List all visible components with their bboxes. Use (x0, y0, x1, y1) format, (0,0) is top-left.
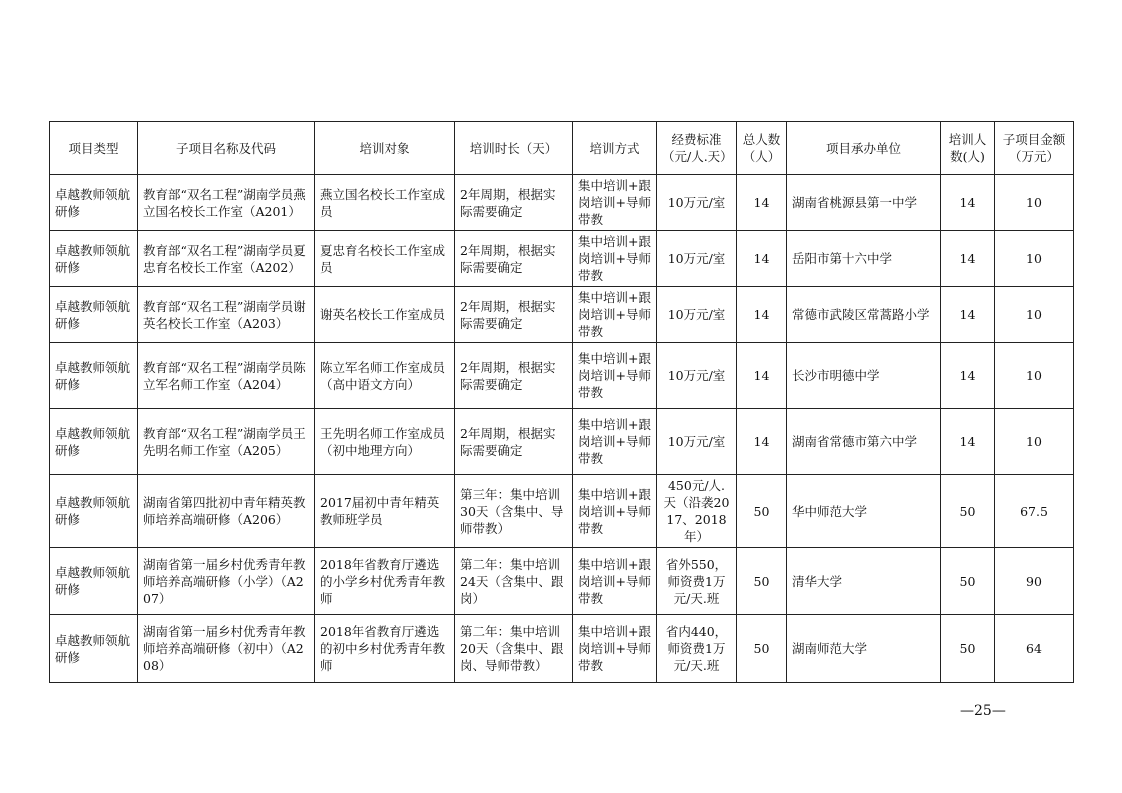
cell-cost-standard: 省外550，师资费1万元/天.班 (657, 548, 737, 615)
cell-trainees: 夏忠育名校长工作室成员 (315, 231, 455, 287)
header-project-type: 项目类型 (50, 122, 138, 175)
cell-trainee-count: 14 (941, 231, 995, 287)
header-subproject-name: 子项目名称及代码 (138, 122, 315, 175)
cell-amount: 10 (995, 175, 1074, 231)
header-total-people: 总人数（人） (737, 122, 787, 175)
cell-cost-standard: 省内440，师资费1万元/天.班 (657, 615, 737, 683)
cell-project-type: 卓越教师领航研修 (50, 409, 138, 475)
training-project-table (49, 121, 1074, 683)
cell-project-type: 卓越教师领航研修 (50, 175, 138, 231)
cell-total-people: 14 (737, 343, 787, 409)
cell-duration: 2年周期，根据实际需要确定 (455, 409, 573, 475)
cell-method: 集中培训+跟岗培训+导师带教 (573, 175, 657, 231)
cell-cost-standard: 10万元/室 (657, 231, 737, 287)
cell-subproject-name: 教育部“双名工程”湖南学员谢英名校长工作室（A203） (138, 287, 315, 343)
cell-host-unit: 湖南师范大学 (787, 615, 941, 683)
cell-cost-standard: 450元/人.天（沿袭2017、2018年） (657, 475, 737, 548)
cell-method: 集中培训+跟岗培训+导师带教 (573, 409, 657, 475)
cell-total-people: 14 (737, 287, 787, 343)
table-row (50, 409, 1074, 475)
cell-host-unit: 湖南省常德市第六中学 (787, 409, 941, 475)
cell-method: 集中培训+跟岗培训+导师带教 (573, 475, 657, 548)
cell-total-people: 50 (737, 615, 787, 683)
table-row (50, 343, 1074, 409)
cell-amount: 10 (995, 343, 1074, 409)
cell-method: 集中培训+跟岗培训+导师带教 (573, 231, 657, 287)
page-number: —25— (960, 703, 1006, 719)
header-trainees: 培训对象 (315, 122, 455, 175)
cell-amount: 90 (995, 548, 1074, 615)
cell-amount: 67.5 (995, 475, 1074, 548)
header-host-unit: 项目承办单位 (787, 122, 941, 175)
cell-project-type: 卓越教师领航研修 (50, 475, 138, 548)
table-row (50, 615, 1074, 683)
cell-method: 集中培训+跟岗培训+导师带教 (573, 548, 657, 615)
cell-trainees: 2018年省教育厅遴选的初中乡村优秀青年教师 (315, 615, 455, 683)
cell-duration: 2年周期，根据实际需要确定 (455, 231, 573, 287)
cell-project-type: 卓越教师领航研修 (50, 548, 138, 615)
cell-trainee-count: 50 (941, 475, 995, 548)
header-duration: 培训时长（天） (455, 122, 573, 175)
cell-trainees: 2018年省教育厅遴选的小学乡村优秀青年教师 (315, 548, 455, 615)
table-row (50, 175, 1074, 231)
cell-subproject-name: 教育部“双名工程”湖南学员王先明名师工作室（A205） (138, 409, 315, 475)
cell-trainees: 2017届初中青年精英教师班学员 (315, 475, 455, 548)
table-row (50, 287, 1074, 343)
cell-host-unit: 常德市武陵区常蒿路小学 (787, 287, 941, 343)
cell-cost-standard: 10万元/室 (657, 409, 737, 475)
table-row (50, 548, 1074, 615)
header-amount: 子项目金额（万元） (995, 122, 1074, 175)
cell-method: 集中培训+跟岗培训+导师带教 (573, 615, 657, 683)
cell-amount: 10 (995, 409, 1074, 475)
cell-amount: 64 (995, 615, 1074, 683)
cell-project-type: 卓越教师领航研修 (50, 231, 138, 287)
cell-amount: 10 (995, 231, 1074, 287)
cell-total-people: 14 (737, 409, 787, 475)
cell-total-people: 14 (737, 175, 787, 231)
header-cost-standard: 经费标准（元/人.天） (657, 122, 737, 175)
cell-trainees: 陈立军名师工作室成员（高中语文方向） (315, 343, 455, 409)
header-method: 培训方式 (573, 122, 657, 175)
cell-duration: 2年周期，根据实际需要确定 (455, 175, 573, 231)
cell-duration: 第三年：集中培训30天（含集中、导师带教） (455, 475, 573, 548)
cell-trainees: 王先明名师工作室成员（初中地理方向） (315, 409, 455, 475)
cell-duration: 2年周期，根据实际需要确定 (455, 343, 573, 409)
cell-subproject-name: 湖南省第四批初中青年精英教师培养高端研修（A206） (138, 475, 315, 548)
cell-trainee-count: 14 (941, 287, 995, 343)
cell-cost-standard: 10万元/室 (657, 343, 737, 409)
cell-project-type: 卓越教师领航研修 (50, 615, 138, 683)
cell-amount: 10 (995, 287, 1074, 343)
cell-subproject-name: 教育部“双名工程”湖南学员燕立国名校长工作室（A201） (138, 175, 315, 231)
table-header-row (50, 122, 1074, 175)
cell-host-unit: 华中师范大学 (787, 475, 941, 548)
cell-trainees: 谢英名校长工作室成员 (315, 287, 455, 343)
cell-cost-standard: 10万元/室 (657, 175, 737, 231)
table-row (50, 475, 1074, 548)
cell-total-people: 50 (737, 475, 787, 548)
cell-host-unit: 清华大学 (787, 548, 941, 615)
cell-trainee-count: 14 (941, 175, 995, 231)
cell-trainee-count: 14 (941, 409, 995, 475)
cell-subproject-name: 湖南省第一届乡村优秀青年教师培养高端研修（初中）（A208） (138, 615, 315, 683)
cell-trainee-count: 50 (941, 548, 995, 615)
cell-duration: 2年周期，根据实际需要确定 (455, 287, 573, 343)
cell-host-unit: 湖南省桃源县第一中学 (787, 175, 941, 231)
cell-trainee-count: 50 (941, 615, 995, 683)
cell-host-unit: 长沙市明德中学 (787, 343, 941, 409)
cell-host-unit: 岳阳市第十六中学 (787, 231, 941, 287)
cell-total-people: 14 (737, 231, 787, 287)
cell-project-type: 卓越教师领航研修 (50, 343, 138, 409)
cell-project-type: 卓越教师领航研修 (50, 287, 138, 343)
cell-duration: 第二年：集中培训24天（含集中、跟岗） (455, 548, 573, 615)
cell-trainees: 燕立国名校长工作室成员 (315, 175, 455, 231)
cell-total-people: 50 (737, 548, 787, 615)
header-trainee-count: 培训人数(人) (941, 122, 995, 175)
cell-method: 集中培训+跟岗培训+导师带教 (573, 343, 657, 409)
cell-duration: 第二年：集中培训20天（含集中、跟岗、导师带教） (455, 615, 573, 683)
cell-cost-standard: 10万元/室 (657, 287, 737, 343)
cell-trainee-count: 14 (941, 343, 995, 409)
cell-method: 集中培训+跟岗培训+导师带教 (573, 287, 657, 343)
cell-subproject-name: 教育部“双名工程”湖南学员陈立军名师工作室（A204） (138, 343, 315, 409)
table-row (50, 231, 1074, 287)
cell-subproject-name: 湖南省第一届乡村优秀青年教师培养高端研修（小学）（A207） (138, 548, 315, 615)
cell-subproject-name: 教育部“双名工程”湖南学员夏忠育名校长工作室（A202） (138, 231, 315, 287)
